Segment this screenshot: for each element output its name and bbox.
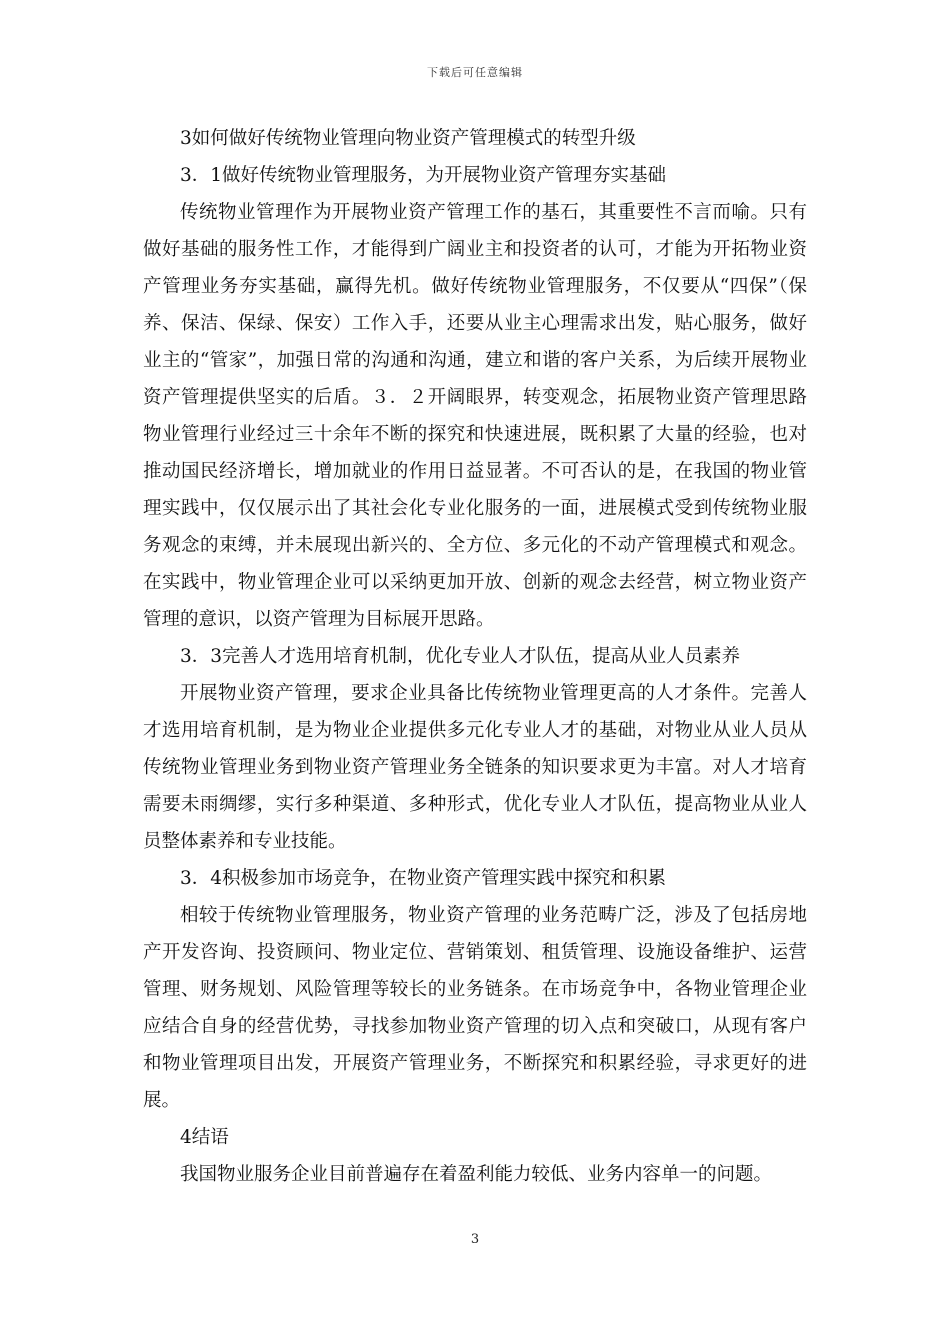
subsection-heading-3-1: 3．1做好传统物业管理服务，为开展物业资产管理夯实基础	[180, 165, 667, 186]
document-body	[143, 120, 807, 1193]
body-paragraph: 我国物业服务企业目前普遍存在着盈利能力较低、业务内容单一的问题。	[180, 1164, 773, 1185]
body-paragraph: 相较于传统物业管理服务，物业资产管理的业务范畴广泛，涉及了包括房地产开发咨询、投资顾问、物业定位、营销策划、租赁管理、设施设备维护、运营管理、财务规划、风险管理等较长的业务链条。在市场竞争中，各物业管理企业应结合自身的经营优势，寻找参加物业资产管理的切入点和突破口，从现有客户和物业管理项目出发，开展资产管理业务，不断探究和积累经验，寻求更好的进展。	[143, 905, 807, 1111]
section-heading-3: 3如何做好传统物业管理向物业资产管理模式的转型升级	[180, 128, 636, 149]
subsection-heading-3-4: 3．4积极参加市场竞争，在物业资产管理实践中探究和积累	[180, 868, 667, 889]
section-heading-4: 4结语	[180, 1127, 229, 1148]
page-header: 下载后可任意编辑	[427, 66, 523, 79]
subsection-heading-3-3: 3．3完善人才选用培育机制，优化专业人才队伍，提高从业人员素养	[180, 646, 741, 667]
body-paragraph: 开展物业资产管理，要求企业具备比传统物业管理更高的人才条件。完善人才选用培育机制，是为物业企业提供多元化专业人才的基础，对物业从业人员从传统物业管理业务到物业资产管理业务全链条的知识要求更为丰富。对人才培育需要未雨绸缪，实行多种渠道、多种形式，优化专业人才队伍，提高物业从业人员整体素养和专业技能。	[143, 683, 807, 852]
page-number: 3	[470, 1232, 480, 1247]
body-paragraph: 传统物业管理作为开展物业资产管理工作的基石，其重要性不言而喻。只有做好基础的服务性工作，才能得到广阔业主和投资者的认可，才能为开拓物业资产管理业务夯实基础，赢得先机。做好传统物业管理服务，不仅要从“四保”（保养、保洁、保绿、保安）工作入手，还要从业主心理需求出发，贴心服务，做好业主的“管家”，加强日常的沟通和沟通，建立和谐的客户关系，为后续开展物业资产管理提供坚实的后盾。３．２开阔眼界，转变观念，拓展物业资产管理思路物业管理行业经过三十余年不断的探究和快速进展，既积累了大量的经验，也对推动国民经济增长，增加就业的作用日益显著。不可否认的是，在我国的物业管理实践中，仅仅展示出了其社会化专业化服务的一面，进展模式受到传统物业服务观念的束缚，并未展现出新兴的、全方位、多元化的不动产管理模式和观念。在实践中，物业管理企业可以采纳更加开放、创新的观念去经营，树立物业资产管理的意识，以资产管理为目标展开思路。	[143, 202, 807, 630]
